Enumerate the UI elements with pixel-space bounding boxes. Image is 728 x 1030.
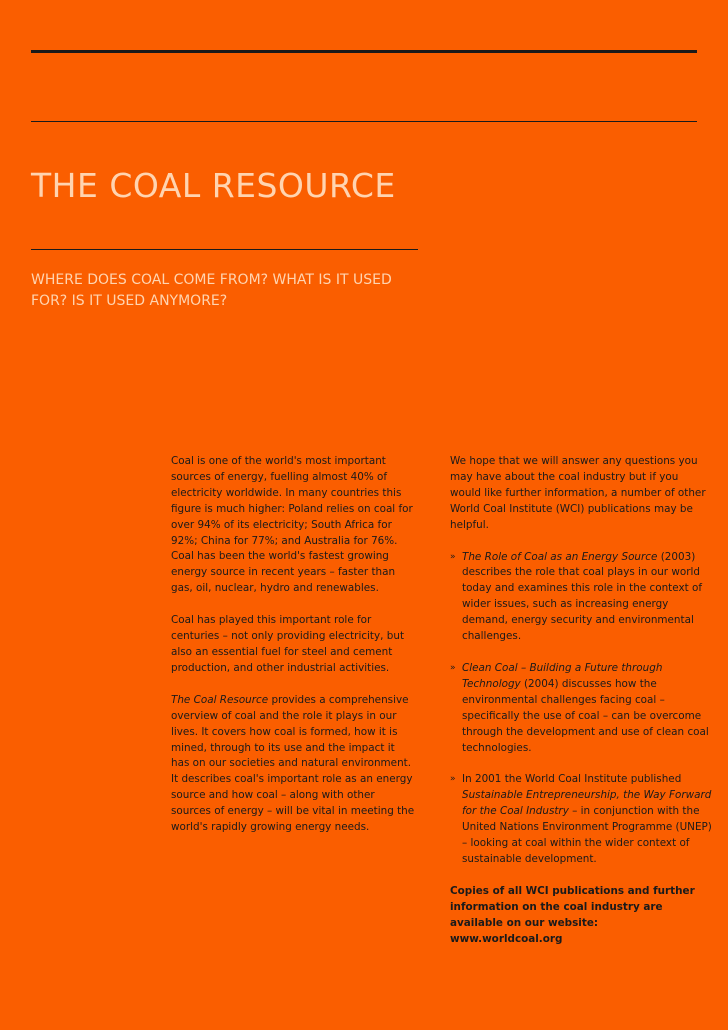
- bullet-icon: »: [450, 774, 456, 785]
- publication-title: The Role of Coal as an Energy Source: [462, 550, 658, 563]
- publication-item: [450, 550, 712, 645]
- intro-paragraph: Coal is one of the world's most important sources of energy, fuelling almost 40% of electricity worldwide. In many countries this figure is much higher: Poland relies on coal for over 94% of its electricity; South Africa for 92%; China for 77%; and Australia for 76%. Coal has been the world's fastest growing energy source in recent years – faster than gas, oil, nuclear, hydro and renewables.: [171, 455, 413, 595]
- page-subtitle: WHERE DOES COAL COME FROM? WHAT IS IT USED FOR? IS IT USED ANYMORE?: [31, 272, 392, 309]
- publication-description: – in conjunction with the United Nations Environment Programme (UNEP) – looking at coal within the wider context of sustainable development.: [462, 805, 712, 865]
- publication-item: [450, 772, 712, 867]
- bullet-icon: »: [450, 662, 456, 673]
- bullet-icon: »: [450, 551, 456, 562]
- left-column: [171, 454, 416, 852]
- page-title: THE COAL RESOURCE: [31, 166, 396, 205]
- publication-description: (2003) describes the role that coal plays in our world today and examines this role in the context of wider issues, such as increasing energy demand, energy security and environmental challenges.: [462, 550, 702, 643]
- publication-title: Clean Coal – Building a Future through Technology: [462, 661, 663, 690]
- publication-title: The Coal Resource: [171, 693, 269, 706]
- history-paragraph: Coal has played this important role for centuries – not only providing electricity, but also an essential fuel for steel and cement production, and other industrial activities.: [171, 614, 405, 674]
- top-rule: [31, 50, 697, 53]
- header-rule: [31, 121, 697, 122]
- overview-paragraph: [171, 693, 416, 836]
- publications-intro: We hope that we will answer any questions you may have about the coal industry but if you would like further information, a number of other World Coal Institute (WCI) publications may be helpful.: [450, 455, 706, 531]
- publication-item: [450, 661, 712, 756]
- right-column: [450, 454, 712, 963]
- overview-text: provides a comprehensive overview of coal and the role it plays in our lives. It covers how coal is formed, how it is mined, through to its use and the impact it has on our societies and natural environment. It describes coal's important role as an energy source and how coal – along with other sources of energy – will be vital in meeting the world's rapidly growing energy needs.: [171, 693, 415, 834]
- website-note: Copies of all WCI publications and further information on the coal industry are available on our website: www.worldcoal.org: [450, 884, 695, 945]
- publication-description: (2004) discusses how the environmental challenges facing coal – specifically the use of coal – can be overcome through the development and use of clean coal technologies.: [462, 677, 709, 754]
- publication-title: Sustainable Entrepreneurship, the Way Forward for the Coal Industry: [462, 789, 712, 818]
- title-rule: [31, 249, 418, 250]
- publication-lead: In 2001 the World Coal Institute published: [462, 773, 682, 786]
